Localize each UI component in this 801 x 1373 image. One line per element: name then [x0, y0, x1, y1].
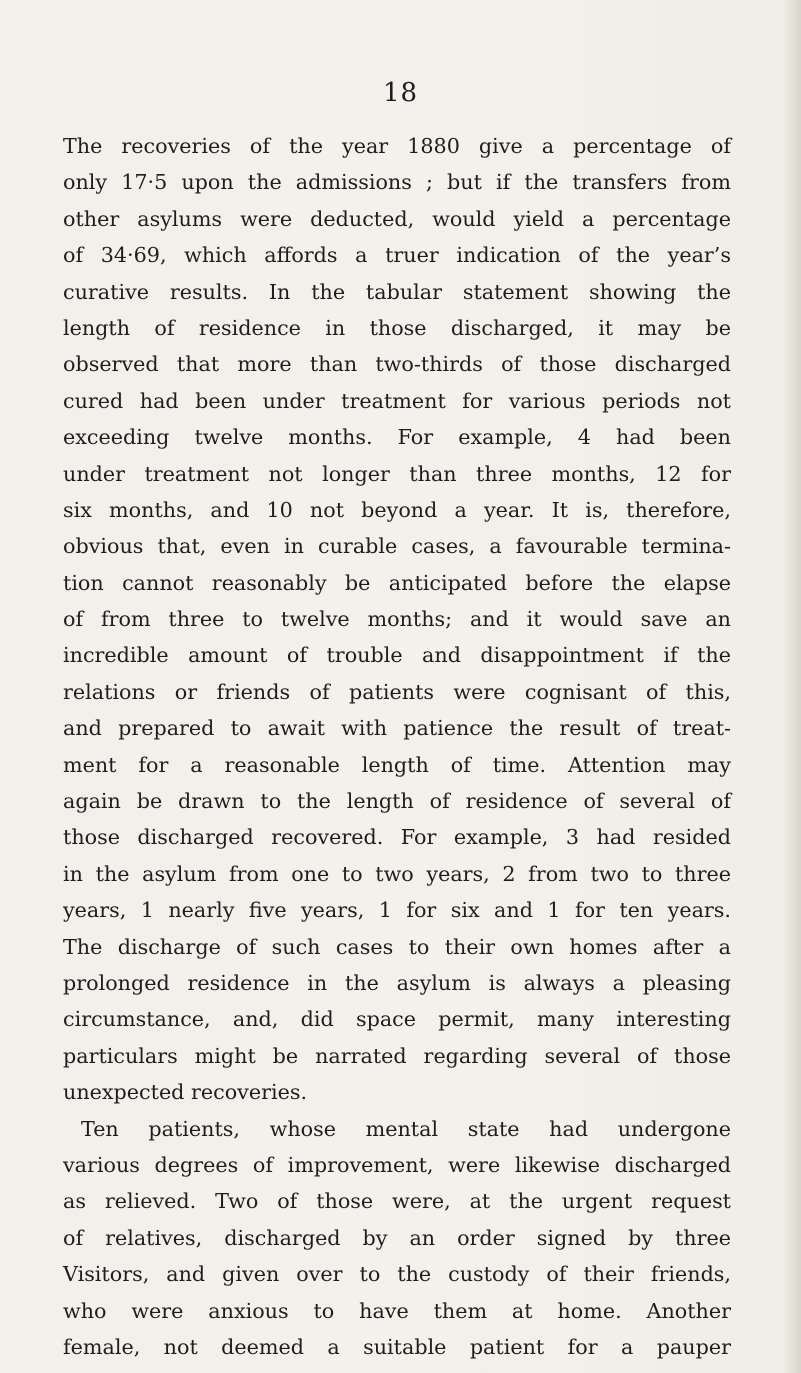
- text-line: particulars might be narrated regarding several of those: [63, 1043, 731, 1068]
- body-text: [63, 128, 731, 1365]
- text-line: who were anxious to have them at home. Another: [63, 1298, 731, 1323]
- text-line: exceeding twelve months. For example, 4 had been: [63, 425, 731, 450]
- text-line: The recoveries of the year 1880 give a percentage of: [63, 134, 731, 158]
- text-line: circumstance, and, did space permit, many interesting: [63, 1007, 731, 1032]
- text-line: of 34·69, which affords a truer indication of the year’s: [63, 243, 731, 268]
- text-line: Visitors, and given over to the custody of their friends,: [63, 1262, 731, 1287]
- text-line: and prepared to await with patience the result of treat-: [63, 716, 731, 741]
- text-line: prolonged residence in the asylum is always a pleasing: [63, 970, 731, 995]
- text-line: as relieved. Two of those were, at the urgent request: [63, 1189, 731, 1214]
- text-line: length of residence in those discharged, it may be: [63, 315, 731, 340]
- text-line: years, 1 nearly five years, 1 for six and 1 for ten years.: [63, 898, 731, 923]
- text-line: curative results. In the tabular statement showing the: [63, 279, 731, 304]
- text-line: those discharged recovered. For example, 3 had resided: [63, 825, 731, 850]
- text-line: incredible amount of trouble and disappointment if the: [63, 643, 731, 668]
- text-line: observed that more than two-thirds of those discharged: [63, 352, 731, 377]
- page-number: 18: [382, 78, 419, 108]
- text-line: ment for a reasonable length of time. Attention may: [63, 752, 731, 777]
- text-line: The discharge of such cases to their own homes after a: [63, 934, 731, 959]
- text-line: under treatment not longer than three months, 12 for: [63, 461, 731, 486]
- text-line: of relatives, discharged by an order signed by three: [63, 1225, 731, 1250]
- text-line: obvious that, even in curable cases, a favourable termina-: [63, 534, 731, 559]
- text-line: in the asylum from one to two years, 2 from two to three: [63, 861, 731, 886]
- text-line: various degrees of improvement, were likewise discharged: [63, 1152, 731, 1177]
- text-line: six months, and 10 not beyond a year. It is, therefore,: [63, 497, 731, 522]
- text-line: relations or friends of patients were cognisant of this,: [63, 679, 731, 704]
- text-line: other asylums were deducted, would yield a percentage: [63, 206, 731, 231]
- text-line: female, not deemed a suitable patient for a pauper: [63, 1334, 731, 1359]
- paragraph-start-line: Ten patients, whose mental state had undergone: [81, 1116, 731, 1141]
- text-line: only 17·5 upon the admissions ; but if the transfers from: [63, 170, 731, 195]
- page-edge-shadow: [783, 0, 801, 1373]
- paragraph-end-line: unexpected recoveries.: [63, 1080, 308, 1105]
- text-line: cured had been under treatment for various periods not: [63, 388, 731, 413]
- text-line: tion cannot reasonably be anticipated before the elapse: [63, 570, 731, 595]
- text-line: again be drawn to the length of residence of several of: [63, 789, 731, 814]
- text-line: of from three to twelve months; and it would save an: [63, 607, 731, 632]
